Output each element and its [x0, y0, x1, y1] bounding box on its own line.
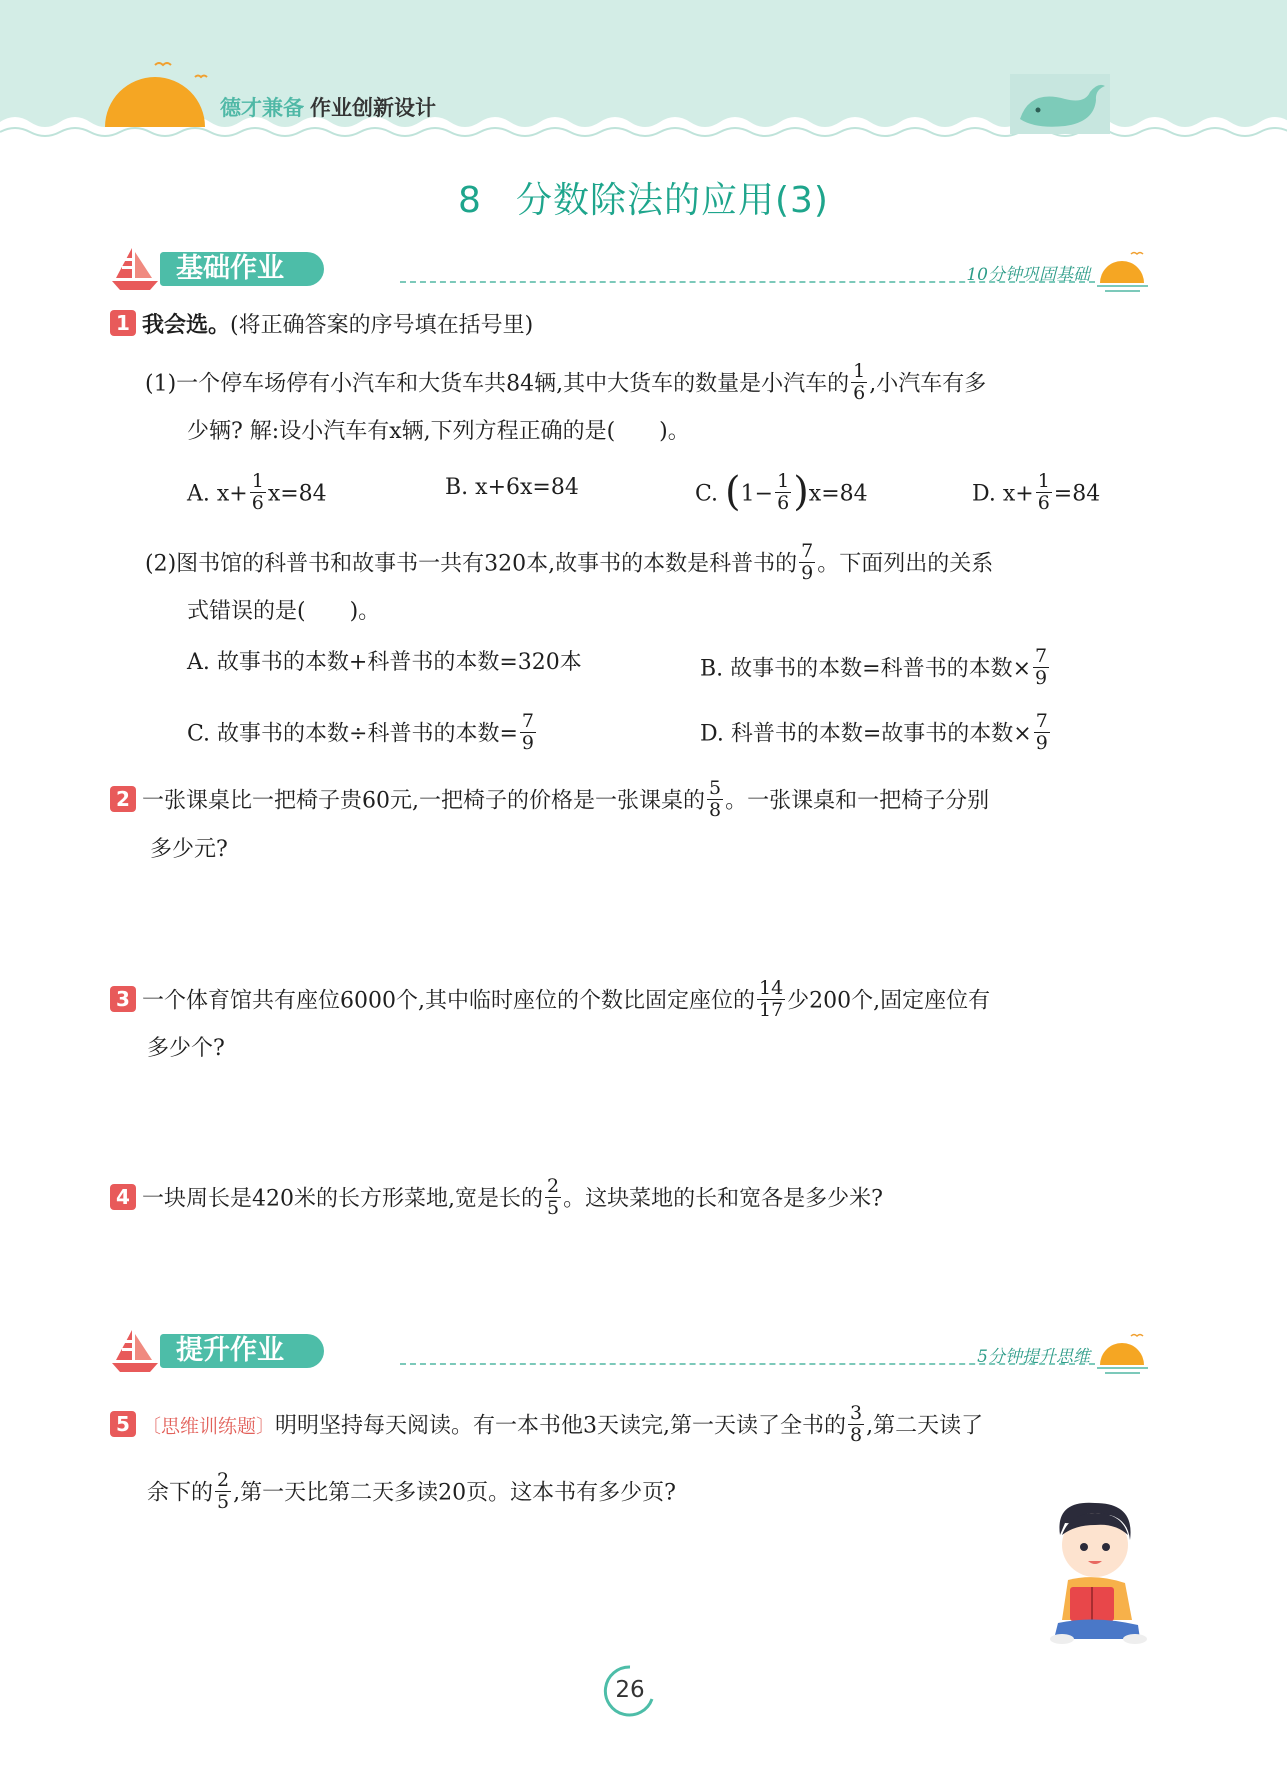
q1-part1-line1: [145, 360, 987, 406]
text: (2)图书馆的科普书和故事书一共有320本,故事书的本数是科普书的: [145, 551, 798, 577]
question-number: 2: [110, 786, 136, 812]
q4-line1: [110, 1175, 883, 1221]
question-number: 4: [110, 1184, 136, 1210]
numerator: 1: [251, 470, 264, 492]
numerator: 7: [1035, 710, 1048, 732]
numerator: 1: [853, 360, 866, 382]
numerator: 2: [547, 1175, 560, 1197]
q1-instruction: (将正确答案的序号填在括号里): [230, 313, 534, 338]
numerator: 7: [801, 540, 814, 562]
option-label: B.: [700, 656, 724, 682]
q1-part2-option-d[interactable]: [700, 710, 1052, 756]
option-label: D.: [972, 481, 996, 507]
sailboat-icon: [110, 1328, 160, 1374]
text: 。一张课桌和一把椅子分别: [725, 788, 990, 814]
numerator: 14: [758, 977, 784, 999]
fraction: [848, 1403, 864, 1446]
text: 明明坚持每天阅读。有一本书他3天读完,第一天读了全书的: [275, 1413, 847, 1439]
denominator: 8: [850, 1424, 863, 1446]
sailboat-icon: [110, 246, 160, 292]
option-label: D.: [700, 721, 724, 747]
brand-series: 德才兼备: [220, 96, 304, 120]
text: =84: [1053, 481, 1101, 507]
text: ,第二天读了: [866, 1413, 984, 1439]
fraction: [215, 1470, 231, 1513]
text: 一个体育馆共有座位6000个,其中临时座位的个数比固定座位的: [142, 988, 755, 1014]
text: x=84: [267, 481, 327, 507]
text: (1)一个停车场停有小汽车和大货车共84辆,其中大货车的数量是小汽车的: [145, 371, 850, 397]
text: ,小汽车有多: [869, 371, 987, 397]
denominator: 6: [251, 492, 264, 514]
denominator: 5: [217, 1491, 230, 1513]
text: 1−: [740, 481, 774, 507]
text: x+: [1002, 481, 1034, 507]
q1-part2-line1: [145, 540, 994, 586]
text: 。下面列出的关系: [817, 551, 994, 577]
q1-part2-option-c[interactable]: [187, 710, 538, 756]
section-hint: 5分钟提升思维: [977, 1347, 1090, 1367]
q1-prompt: [110, 310, 533, 341]
section-label: 提升作业: [160, 1334, 324, 1368]
lesson-title: 分数除法的应用(3): [515, 180, 829, 221]
q1-part1-option-c[interactable]: [695, 468, 868, 516]
section-advanced: [110, 1328, 1150, 1378]
fraction: [520, 711, 536, 754]
text: 故事书的本数+科普书的本数=320本: [216, 650, 582, 675]
fraction: [1034, 711, 1050, 754]
question-number: 3: [110, 986, 136, 1012]
text: 余下的: [147, 1480, 214, 1506]
denominator: 17: [758, 999, 784, 1021]
q2-line2: 多少元?: [150, 837, 228, 862]
section-basic: [110, 246, 1150, 296]
numerator: 7: [521, 710, 535, 732]
q5-line2: [147, 1469, 676, 1515]
text: x+: [216, 481, 248, 507]
sun-icon: [1095, 248, 1150, 293]
fraction: [250, 471, 266, 514]
page-number: 26: [615, 1677, 645, 1703]
reading-boy-illustration: [1040, 1495, 1150, 1645]
fraction: [851, 361, 867, 404]
text: 。这块菜地的长和宽各是多少米?: [563, 1186, 883, 1212]
denominator: 9: [521, 732, 535, 754]
text: 故事书的本数÷科普书的本数=: [217, 721, 518, 747]
q1-part1-option-b[interactable]: [445, 473, 579, 503]
text: 少200个,固定座位有: [787, 988, 991, 1014]
denominator: 9: [801, 562, 814, 584]
question-tag: 〔思维训练题〕: [142, 1415, 276, 1438]
option-label: C.: [695, 481, 719, 507]
text: 科普书的本数=故事书的本数×: [730, 721, 1032, 747]
question-number: 5: [110, 1411, 136, 1437]
lesson-number: 8: [458, 180, 482, 221]
brand-title: 作业创新设计: [310, 96, 436, 120]
section-hint: 10分钟巩固基础: [966, 265, 1090, 285]
q1-part2-option-a[interactable]: [187, 648, 582, 678]
page-title: [0, 172, 1287, 223]
fraction: [799, 541, 815, 584]
numerator: 3: [850, 1402, 863, 1424]
denominator: 6: [777, 492, 790, 514]
whale-icon: [1010, 74, 1110, 134]
section-label: 基础作业: [160, 252, 324, 286]
brand: [220, 92, 436, 122]
q5-line1: [110, 1402, 984, 1448]
q1-part1-option-d[interactable]: [972, 470, 1101, 516]
numerator: 1: [1037, 470, 1050, 492]
q3-line2: 多少个?: [147, 1036, 225, 1061]
numerator: 1: [777, 470, 790, 492]
fraction: [545, 1176, 561, 1219]
option-label: C.: [187, 721, 211, 747]
numerator: 5: [709, 777, 722, 799]
text: 一张课桌比一把椅子贵60元,一把椅子的价格是一张课桌的: [142, 788, 705, 814]
fraction: [757, 978, 785, 1021]
fraction: [707, 778, 723, 821]
denominator: 8: [709, 799, 722, 821]
fraction: [1033, 646, 1049, 689]
option-label: A.: [187, 481, 210, 507]
sun-icon: [100, 55, 210, 130]
q1-part2-line2: 式错误的是( )。: [187, 599, 381, 624]
denominator: 9: [1035, 667, 1048, 689]
denominator: 6: [853, 382, 866, 404]
question-number: 1: [110, 310, 136, 336]
text: x+6x=84: [475, 475, 579, 500]
paren: (: [725, 468, 741, 515]
paren: ): [793, 468, 809, 515]
denominator: 5: [547, 1197, 560, 1219]
option-label: A.: [187, 650, 210, 675]
denominator: 6: [1037, 492, 1050, 514]
text: ,第一天比第二天多读20页。这本书有多少页?: [233, 1480, 676, 1506]
text: x=84: [808, 481, 868, 507]
q1-part2-option-b[interactable]: [700, 645, 1051, 691]
q2-line1: [110, 777, 990, 823]
option-label: B.: [445, 475, 469, 500]
numerator: 2: [217, 1469, 230, 1491]
fraction: [775, 471, 791, 514]
q1-title: 我会选。: [142, 313, 231, 338]
q1-part1-option-a[interactable]: [187, 470, 327, 516]
q3-line1: [110, 977, 991, 1023]
numerator: 7: [1035, 645, 1048, 667]
sun-icon: [1095, 1330, 1150, 1375]
text: 故事书的本数=科普书的本数×: [730, 656, 1032, 682]
denominator: 9: [1035, 732, 1048, 754]
fraction: [1036, 471, 1052, 514]
text: 一块周长是420米的长方形菜地,宽是长的: [142, 1186, 543, 1212]
q1-part1-line2: 少辆? 解:设小汽车有x辆,下列方程正确的是( )。: [187, 419, 690, 444]
